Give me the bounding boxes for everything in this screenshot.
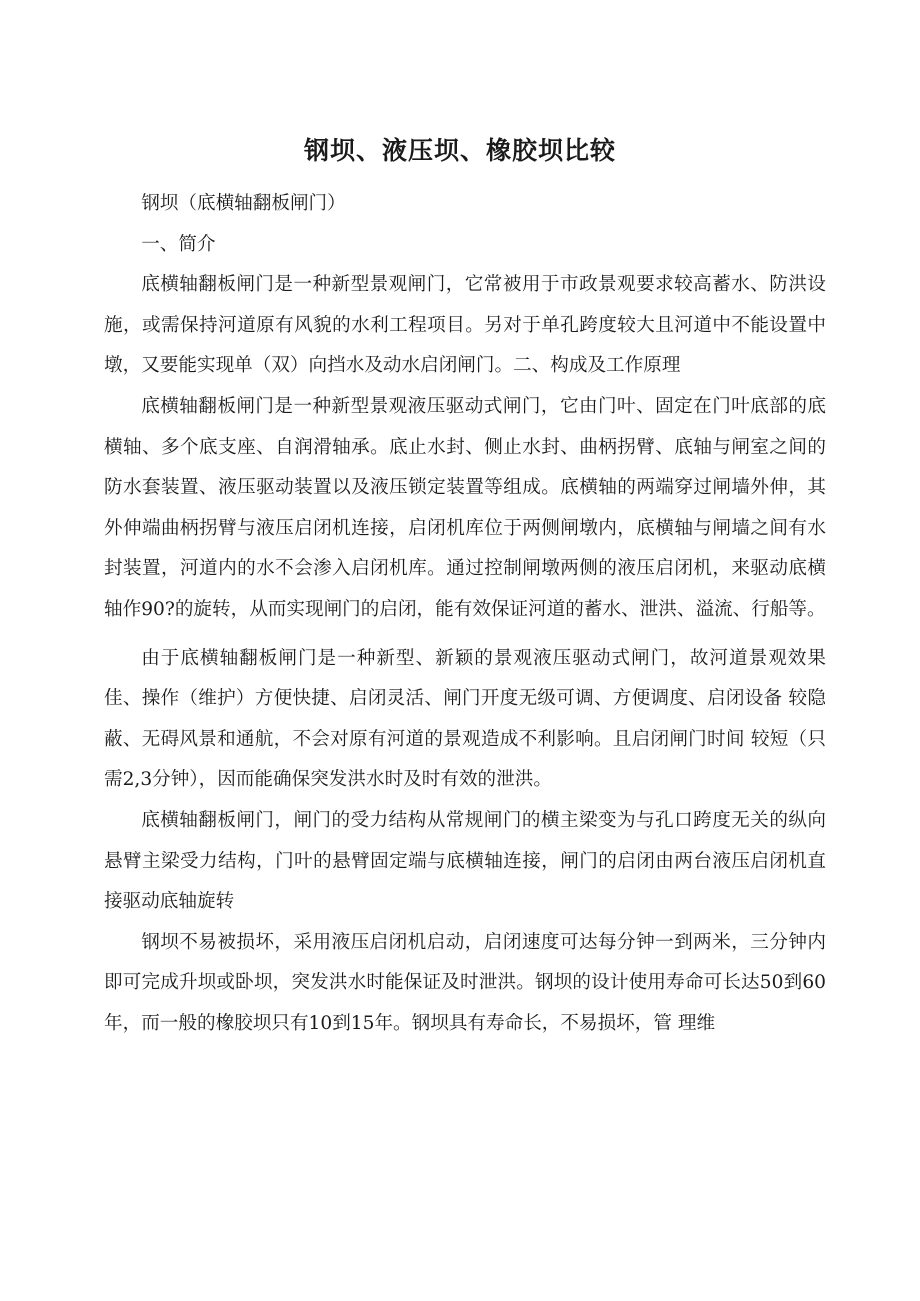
subsection-heading-intro: 一、简介	[141, 233, 216, 255]
paragraph-force-structure: 底横轴翻板闸门，闸门的受力结构从常规闸门的横主梁变为与孔口跨度无关的纵向悬臂主梁受力结构，门叶的悬臂固定端与底横轴连接，闸门的启闭由两台液压启闭机直接驱动底轴旋转	[104, 809, 826, 913]
paragraph-intro: 底横轴翻板闸门是一种新型景观闸门，它常被用于市政景观要求较高蓄水、防洪设施，或需保持河道原有风貌的水利工程项目。另对于单孔跨度较大且河道中不能设置中墩，又要能实现单（双）向挡水及动水启闭闸门。二、构成及工作原理	[104, 274, 826, 377]
paragraph-advantages: 由于底横轴翻板闸门是一种新型、新颖的景观液压驱动式闸门，故河道景观效果佳、操作（维护）方便快捷、启闭灵活、闸门开度无级可调、方便调度、启闭设备 较隐蔽、无碍风景和通航，不会对原有河道的景观造成不利影响。且启闭闸门时间 较短（只需2,3分钟），因而能确保突发洪水时及时有效的泄洪。	[104, 647, 826, 791]
document-title: 钢坝、液压坝、橡胶坝比较	[303, 135, 616, 165]
section-label: 钢坝（底横轴翻板闸门）	[141, 193, 346, 214]
document-body	[104, 184, 826, 1044]
paragraph-structure: 底横轴翻板闸门是一种新型景观液压驱动式闸门，它由门叶、固定在门叶底部的底横轴、多个底支座、自润滑轴承。底止水封、侧止水封、曲柄拐臂、底轴与闸室之间的防水套装置、液压驱动装置以及液压锁定装置等组成。底横轴的两端穿过闸墙外伸，其外伸端曲柄拐臂与液压启闭机连接，启闭机库位于两侧闸墩内，底横轴与闸墙之间有水封装置，河道内的水不会渗入启闭机库。通过控制闸墩两侧的液压启闭机，来驱动底横轴作90?的旋转，从而实现闸门的启闭，能有效保证河道的蓄水、泄洪、溢流、行船等。	[104, 395, 826, 620]
paragraph-durability: 钢坝不易被损坏，采用液压启闭机启动，启闭速度可达每分钟一到两米，三分钟内即可完成升坝或卧坝，突发洪水时能保证及时泄洪。钢坝的设计使用寿命可长达50到60年，而一般的橡胶坝只有10到15年。钢坝具有寿命长，不易损坏，管 理维	[104, 931, 826, 1034]
